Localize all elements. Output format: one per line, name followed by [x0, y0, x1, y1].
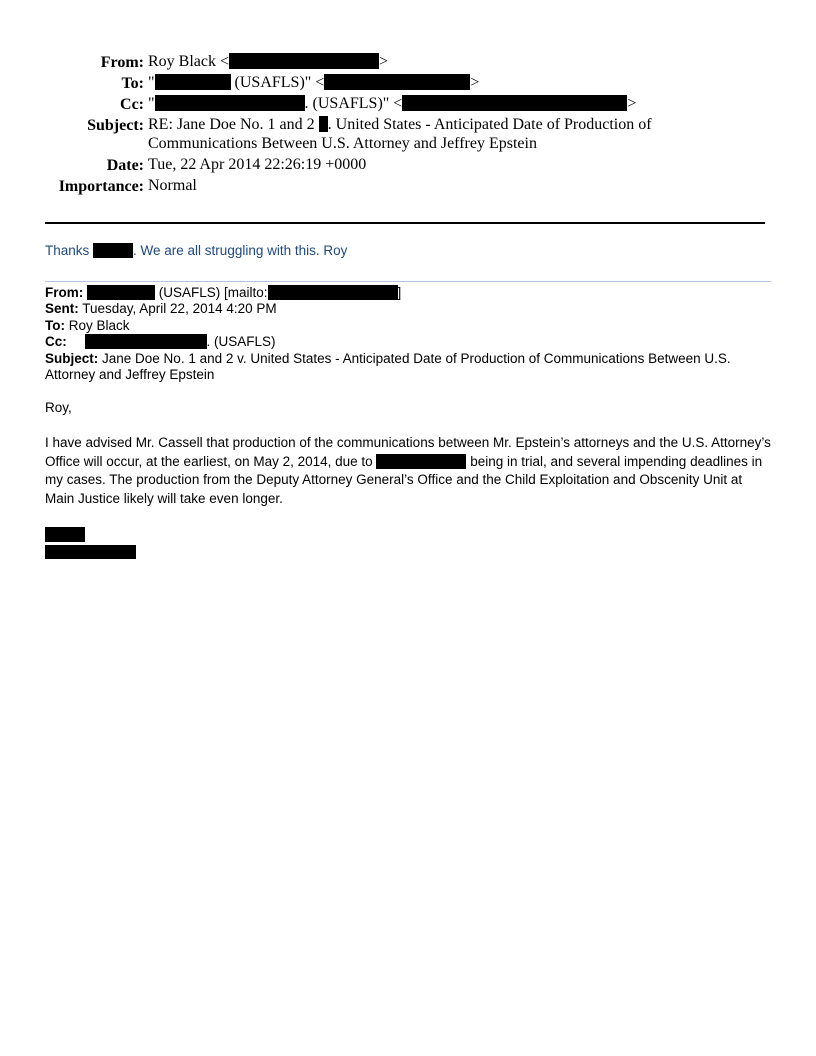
fwd-cc-tail: . (USAFLS) — [206, 334, 276, 350]
reply-prefix: Thanks — [45, 243, 94, 258]
header-cc-row — [0, 94, 816, 115]
header-subject-label: Subject: — [87, 117, 144, 134]
body-para-part1: I have advised Mr. Cassell that production of the communications between Mr. Epstein’s attorneys and the U.S. Attorney’s Office will occur, at the earliest, on May 2, 2014, due to — [45, 435, 771, 469]
signature-redaction — [45, 545, 136, 559]
forward-divider — [45, 281, 771, 282]
fwd-subject-line — [45, 351, 775, 384]
header-from-label: From: — [100, 54, 144, 71]
header-to-label: To: — [121, 75, 144, 92]
fwd-cc-line — [45, 334, 775, 350]
header-date-row — [0, 155, 816, 176]
header-divider — [45, 222, 765, 224]
header-to-open: " — [148, 74, 155, 91]
redaction-block — [229, 53, 379, 69]
header-date-value: Tue, 22 Apr 2014 22:26:19 +0000 — [148, 156, 367, 173]
redaction-block — [87, 285, 155, 300]
header-cc-label: Cc: — [120, 96, 144, 113]
header-cc-open: " — [148, 95, 155, 112]
fwd-from-line — [45, 285, 775, 301]
reply-line — [45, 243, 347, 258]
header-from-tail: > — [379, 53, 389, 70]
fwd-subject-label: Subject: — [45, 350, 99, 366]
header-to-tail: > — [470, 74, 480, 91]
body-para-part2: being in trial, and several impending deadlines in my cases. The production from the Deputy Attorney General’s Office and the Child Exploitation and Obscenity Unit at Main Justice likely will take even longer. — [45, 453, 763, 506]
fwd-subject-value: Jane Doe No. 1 and 2 v. United States - Anticipated Date of Production of Communications Between U.S. Attorney and Jeffrey Epstein — [45, 350, 731, 383]
fwd-sent-value: Tuesday, April 22, 2014 4:20 PM — [78, 301, 277, 317]
redaction-block — [376, 454, 466, 469]
fwd-from-label: From: — [45, 285, 84, 300]
fwd-to-line — [45, 318, 775, 334]
fwd-from-tail: ] — [397, 285, 402, 300]
redaction-block — [319, 116, 328, 132]
redaction-block — [155, 74, 231, 90]
reply-suffix: . We are all struggling with this. Roy — [133, 243, 348, 258]
fwd-from-mid: (USAFLS) [mailto: — [155, 285, 268, 300]
redaction-block — [85, 334, 207, 349]
header-cc-mid: . (USAFLS)" < — [304, 95, 403, 112]
header-from-row — [0, 52, 816, 73]
header-date-label: Date: — [106, 157, 144, 174]
fwd-to-value: Roy Black — [65, 317, 130, 333]
header-subject-part1: RE: Jane Doe No. 1 and 2 — [148, 116, 319, 133]
header-importance-row — [0, 176, 816, 197]
redaction-block — [155, 95, 305, 111]
email-header — [0, 52, 816, 197]
header-to-mid: (USAFLS)" < — [230, 74, 325, 91]
fwd-to-label: To: — [45, 317, 65, 333]
forwarded-header — [45, 285, 775, 383]
signature-redaction — [45, 527, 85, 542]
header-to-row — [0, 73, 816, 94]
body-greeting: Roy, — [45, 400, 72, 415]
fwd-sent-label: Sent: — [45, 301, 79, 317]
redaction-block — [268, 285, 398, 300]
header-subject-row — [0, 115, 816, 155]
redaction-block — [93, 243, 133, 258]
header-from-value: Roy Black < — [148, 53, 230, 70]
fwd-sent-line — [45, 301, 775, 317]
body-paragraph — [45, 434, 775, 508]
redaction-block — [402, 95, 627, 111]
header-cc-tail: > — [627, 95, 637, 112]
header-importance-value: Normal — [148, 177, 197, 194]
fwd-cc-label: Cc: — [45, 334, 67, 350]
header-subject-part2: . United States - Anticipated Date of Production of Communications Between U.S. Attorney and Jeffrey Epstein — [148, 116, 652, 152]
redaction-block — [324, 74, 470, 90]
header-importance-label: Importance: — [58, 178, 144, 195]
